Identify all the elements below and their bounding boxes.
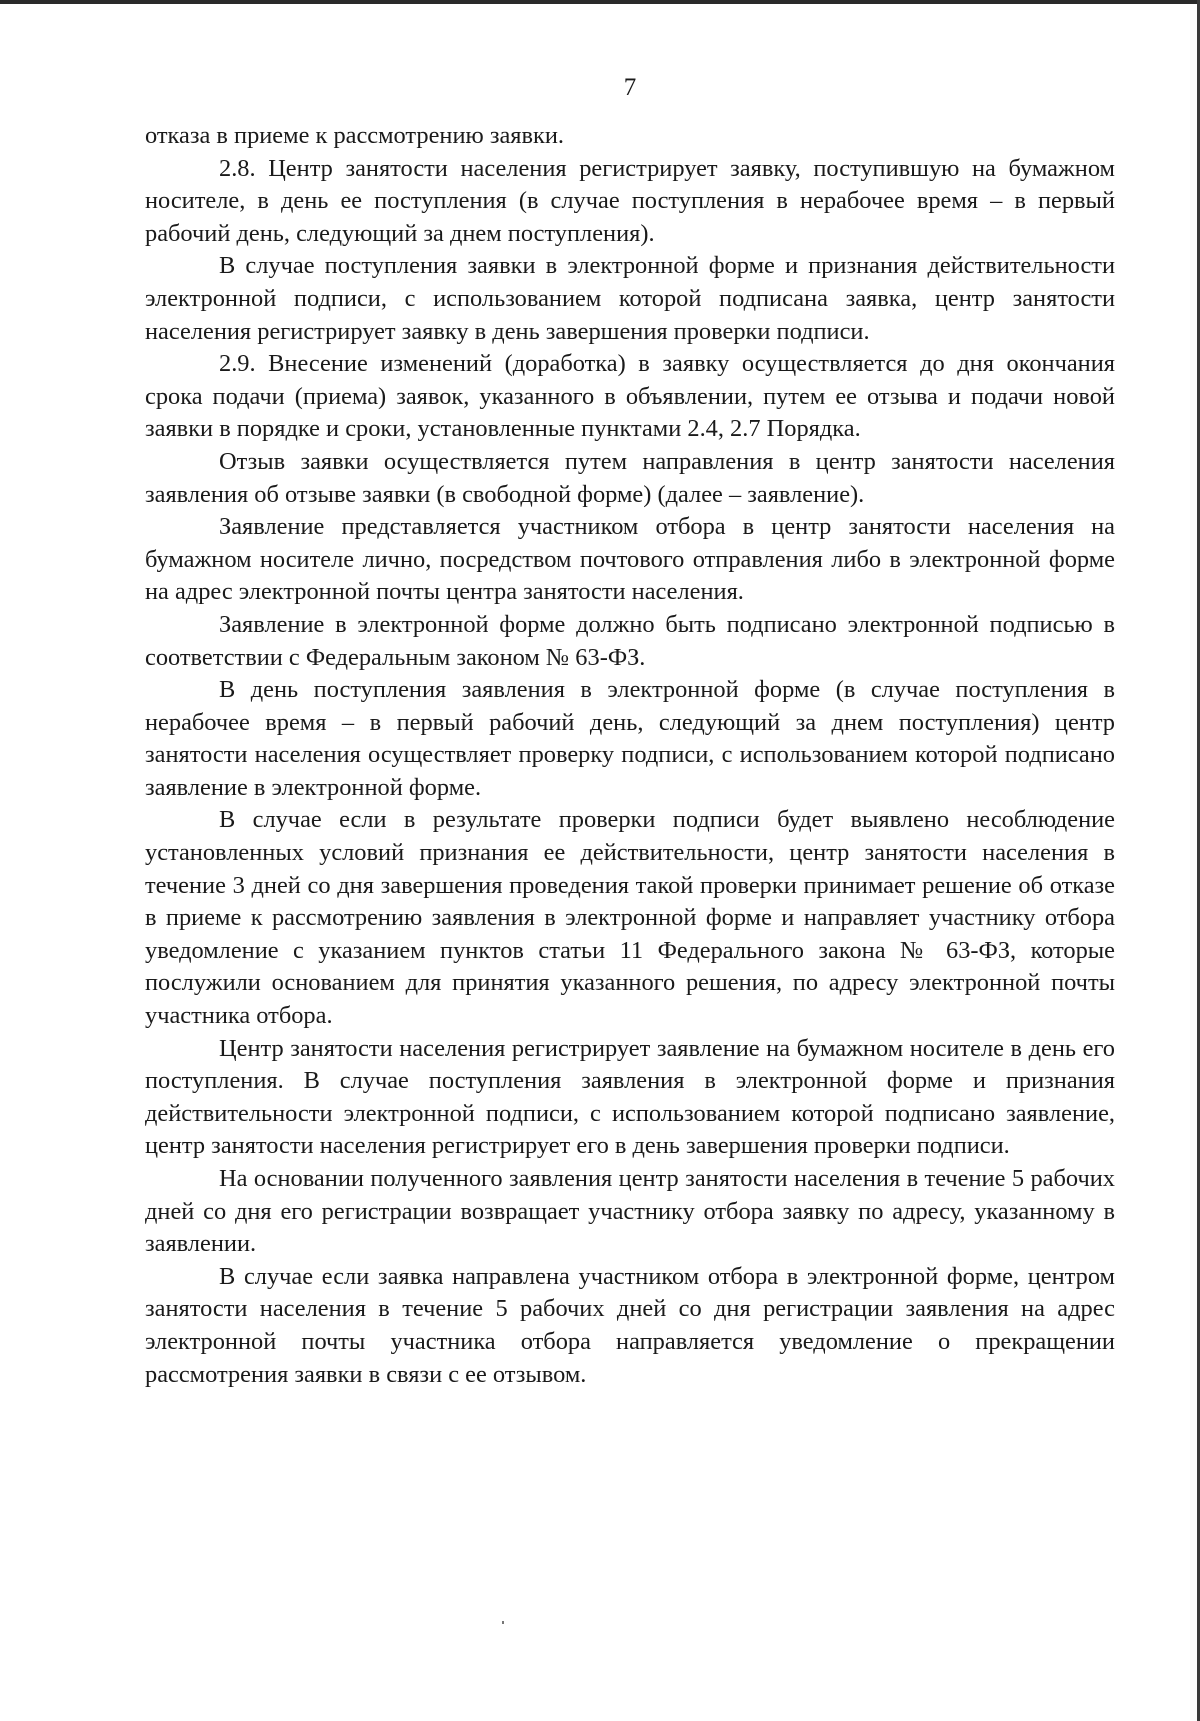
paragraph-statement-registration: Центр занятости населения регистрирует заявление на бумажном носителе в день его поступления. В случае поступления заявления в электронной форме и признания действительности электронной подписи, с использованием которой подписано заявление, центр занятости населения регистрирует его в день завершения проверки подписи. (145, 1034, 1115, 1160)
paragraph-statement-submission: Заявление представляется участником отбора в центр занятости населения на бумажном носителе лично, посредством почтового отправления либо в электронной форме на адрес электронной почты центра занятости населения. (145, 513, 1115, 606)
paragraph-withdrawal: Отзыв заявки осуществляется путем направления в центр занятости населения заявления об отзыве заявки (в свободной форме) (далее – заявление). (145, 447, 1115, 508)
page-number: 7 (623, 74, 637, 101)
paragraph-2-9: 2.9. Внесение изменений (доработка) в заявку осуществляется до дня окончания срока подачи (приема) заявок, указанного в объявлении, путем ее отзыва и подачи новой заявки в порядке и сроки, установленные пунктами 2.4, 2.7 Порядка. (145, 350, 1115, 443)
paragraph-electronic-signature: Заявление в электронной форме должно быть подписано электронной подписью в соответствии с Федеральным законом № 63-ФЗ. (145, 610, 1115, 671)
scan-speck (502, 1621, 504, 1624)
paragraph-signature-check: В день поступления заявления в электронной форме (в случае поступления в нерабочее время – в первый рабочий день, следующий за днем поступления) центр занятости населения осуществляет проверку подписи, с использованием которой подписано заявление в электронной форме. (145, 676, 1115, 801)
document-page (145, 72, 1115, 1391)
paragraph-return-application: На основании полученного заявления центр занятости населения в течение 5 рабочих дней со дня его регистрации возвращает участнику отбора заявку по адресу, указанному в заявлении. (145, 1165, 1115, 1258)
paragraph-refusal: В случае если в результате проверки подписи будет выявлено несоблюдение установленных условий признания ее действительности, центр занятости населения в течение 3 дней со дня завершения проведения такой проверки принимает решение об отказе в приеме к рассмотрению заявления в электронной форме и направляет участнику отбора уведомление с указанием пунктов статьи 11 Федерального закона № 63-ФЗ, которые послужили основанием для принятия указанного решения, по адресу электронной почты участника отбора. (145, 806, 1115, 1030)
paragraph-2-8: 2.8. Центр занятости населения регистрирует заявку, поступившую на бумажном носителе, в день ее поступления (в случае поступления в нерабочее время – в первый рабочий день, следующий за днем поступления). (145, 154, 1115, 247)
paragraph-electronic-registration: В случае поступления заявки в электронной форме и признания действительности электронной подписи, с использованием которой подписана заявка, центр занятости населения регистрирует заявку в день завершения проверки подписи. (145, 252, 1115, 345)
paragraph-continuation: отказа в приеме к рассмотрению заявки. (145, 122, 565, 149)
scan-border-top (0, 0, 1200, 4)
paragraph-notification: В случае если заявка направлена участником отбора в электронной форме, центром занятости населения в течение 5 рабочих дней со дня регистрации заявления на адрес электронной почты участника отбора направляется уведомление о прекращении рассмотрения заявки в связи с ее отзывом. (145, 1262, 1115, 1388)
